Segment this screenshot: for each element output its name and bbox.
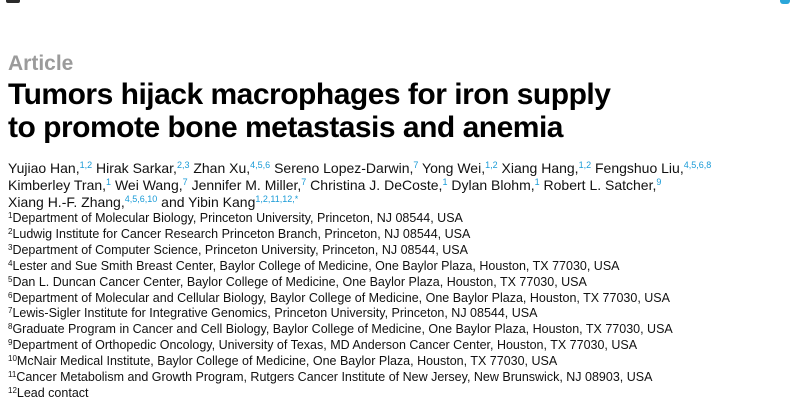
affiliation-number: 2 xyxy=(8,226,13,236)
affiliation-text: Department of Computer Science, Princeton University, Princeton, NJ 08544, USA xyxy=(12,242,468,257)
affiliation-item xyxy=(8,275,798,291)
affiliation-number: 9 xyxy=(8,338,13,348)
affiliation-item xyxy=(8,227,798,243)
author-affiliation-sup[interactable]: 4,5,6 xyxy=(250,160,271,170)
author-name: and Yibin Kang xyxy=(161,194,256,210)
affiliation-text: Cancer Metabolism and Growth Program, Rutgers Cancer Institute of New Jersey, New Brunswick, NJ 08903, USA xyxy=(16,370,653,385)
author[interactable] xyxy=(8,194,157,210)
author[interactable] xyxy=(8,177,111,193)
author[interactable] xyxy=(192,177,307,193)
author-affiliation-sup[interactable]: 1 xyxy=(442,177,448,187)
author[interactable] xyxy=(544,177,662,193)
affiliation-item xyxy=(8,354,798,370)
author[interactable] xyxy=(96,160,189,176)
author-name: Xiang H.-F. Zhang, xyxy=(8,194,125,210)
author[interactable] xyxy=(274,160,418,176)
affiliation-number: 10 xyxy=(8,354,17,364)
author-affiliation-sup[interactable]: 7 xyxy=(413,160,419,170)
affiliation-number: 8 xyxy=(8,322,13,332)
author-affiliation-sup[interactable]: 7 xyxy=(301,177,307,187)
author[interactable] xyxy=(502,160,592,176)
author-name: Sereno Lopez-Darwin, xyxy=(274,160,414,176)
header-mark-right xyxy=(780,0,790,4)
affiliation-item xyxy=(8,243,798,259)
affiliation-item xyxy=(8,370,798,386)
affiliation-text: Department of Orthopedic Oncology, University of Texas, MD Anderson Cancer Center, Houston, TX 77030, USA xyxy=(12,338,638,353)
author[interactable] xyxy=(8,160,92,176)
title-line: Tumors hijack macrophages for iron supply xyxy=(8,78,611,111)
affiliation-item xyxy=(8,306,798,322)
author-name: Xiang Hang, xyxy=(501,160,579,176)
author-line xyxy=(8,160,798,177)
affiliation-text: Lewis-Sigler Institute for Integrative Genomics, Princeton University, Princeton, NJ 08544, USA xyxy=(12,306,538,321)
affiliation-text: Lead contact xyxy=(16,385,89,400)
affiliation-item xyxy=(8,259,798,275)
author-affiliation-sup[interactable]: 1,2 xyxy=(578,160,592,170)
author-name: Yujiao Han, xyxy=(8,160,80,176)
author-name: Dylan Blohm, xyxy=(451,177,535,193)
author-affiliation-sup[interactable]: 1 xyxy=(106,177,112,187)
author-name: Robert L. Satcher, xyxy=(543,177,657,193)
author-name: Yong Wei, xyxy=(422,160,486,176)
author[interactable] xyxy=(595,160,711,176)
author-name: Fengshuo Liu, xyxy=(594,160,684,176)
author[interactable] xyxy=(115,177,188,193)
author-affiliation-sup[interactable]: 4,5,6,10 xyxy=(124,194,158,204)
page-header-strip xyxy=(0,0,800,6)
author-name: Hirak Sarkar, xyxy=(96,160,177,176)
affiliation-text: Department of Molecular Biology, Princeton University, Princeton, NJ 08544, USA xyxy=(12,211,463,225)
affiliation-number: 7 xyxy=(8,306,13,316)
title-line: to promote bone metastasis and anemia xyxy=(8,111,563,144)
author-affiliation-sup[interactable]: 2,3 xyxy=(176,160,190,170)
author[interactable] xyxy=(422,160,498,176)
affiliation-text: Dan L. Duncan Cancer Center, Baylor College of Medicine, One Baylor Plaza, Houston, TX 77030, USA xyxy=(12,274,587,289)
author-affiliation-sup[interactable]: 1 xyxy=(534,177,540,187)
author[interactable] xyxy=(161,194,298,210)
affiliation-item xyxy=(8,291,798,307)
author-affiliation-sup[interactable]: 1,2 xyxy=(79,160,93,170)
author-name: Wei Wang, xyxy=(114,177,183,193)
author-affiliation-sup[interactable]: 1,2,11,12,* xyxy=(255,194,299,204)
author-name: Kimberley Tran, xyxy=(8,177,107,193)
affiliation-number: 12 xyxy=(8,385,17,395)
author-affiliation-sup[interactable]: 4,5,6,8 xyxy=(683,160,712,170)
affiliation-item xyxy=(8,386,798,402)
author-list xyxy=(8,160,798,211)
author[interactable] xyxy=(451,177,539,193)
affiliation-number: 4 xyxy=(8,258,13,268)
affiliation-text: Lester and Sue Smith Breast Center, Baylor College of Medicine, One Baylor Plaza, Houston, TX 77030, USA xyxy=(12,258,620,273)
author-name: Christina J. DeCoste, xyxy=(310,177,443,193)
author[interactable] xyxy=(193,160,270,176)
author-affiliation-sup[interactable]: 9 xyxy=(656,177,662,187)
header-mark-left xyxy=(6,0,20,3)
author-name: Zhan Xu, xyxy=(193,160,251,176)
affiliation-text: Graduate Program in Cancer and Cell Biology, Baylor College of Medicine, One Baylor Plaza, Houston, TX 77030, USA xyxy=(12,322,673,337)
author[interactable] xyxy=(310,177,447,193)
author-name: Jennifer M. Miller, xyxy=(191,177,302,193)
affiliation-text: Department of Molecular and Cellular Biology, Baylor College of Medicine, One Baylor Plaza, Houston, TX 77030, USA xyxy=(12,290,670,305)
affiliation-item xyxy=(8,211,798,227)
affiliation-list xyxy=(8,211,798,402)
affiliation-item xyxy=(8,322,798,338)
author-line xyxy=(8,177,798,194)
article-title xyxy=(8,78,798,144)
article-type-label: Article xyxy=(8,52,74,75)
affiliation-text: Ludwig Institute for Cancer Research Princeton Branch, Princeton, NJ 08544, USA xyxy=(12,226,471,241)
author-affiliation-sup[interactable]: 7 xyxy=(182,177,188,187)
author-line xyxy=(8,194,798,211)
affiliation-number: 11 xyxy=(8,370,17,380)
affiliation-number: 3 xyxy=(8,242,13,252)
author-affiliation-sup[interactable]: 1,2 xyxy=(485,160,498,170)
affiliation-item xyxy=(8,338,798,354)
affiliation-number: 1 xyxy=(8,211,13,220)
affiliation-number: 5 xyxy=(8,274,13,284)
affiliation-text: McNair Medical Institute, Baylor College of Medicine, One Baylor Plaza, Houston, TX 77030, USA xyxy=(16,354,558,369)
affiliation-number: 6 xyxy=(8,290,13,300)
